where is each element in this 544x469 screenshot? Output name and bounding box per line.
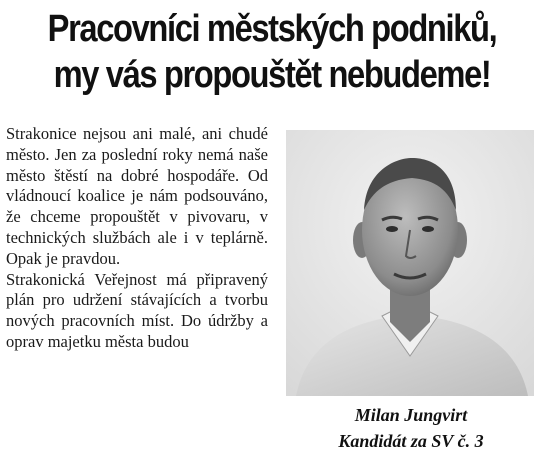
caption-role: Kandidát za SV č. 3 <box>338 431 484 451</box>
headline-line-2: my vás propouštět nebudeme! <box>53 54 491 96</box>
headline-line-1: Pracovníci městských podniků, <box>47 8 497 50</box>
article-paragraph-1: Strakonice nejsou ani malé, ani chudé město. Jen za poslední roky nemá naše město štěstí na dobré hospodáře. Od vládnoucí koalice je nám podsouváno, že chceme propouštět v pivovaru, v technických službách ale i v teplárně. Opak je pravdou. <box>6 124 268 268</box>
article-paragraph-2: Strakonická Veřejnost má připravený plán pro udržení stávajících a tvorbu nových pracovních míst. Do údržby a oprav majetku města budou <box>6 269 268 351</box>
caption-name: Milan Jungvirt <box>354 405 468 425</box>
portrait-photo-icon <box>286 130 534 396</box>
headline <box>38 6 506 98</box>
portrait-photo <box>286 130 534 396</box>
article-body <box>6 124 268 353</box>
photo-caption <box>284 402 538 454</box>
